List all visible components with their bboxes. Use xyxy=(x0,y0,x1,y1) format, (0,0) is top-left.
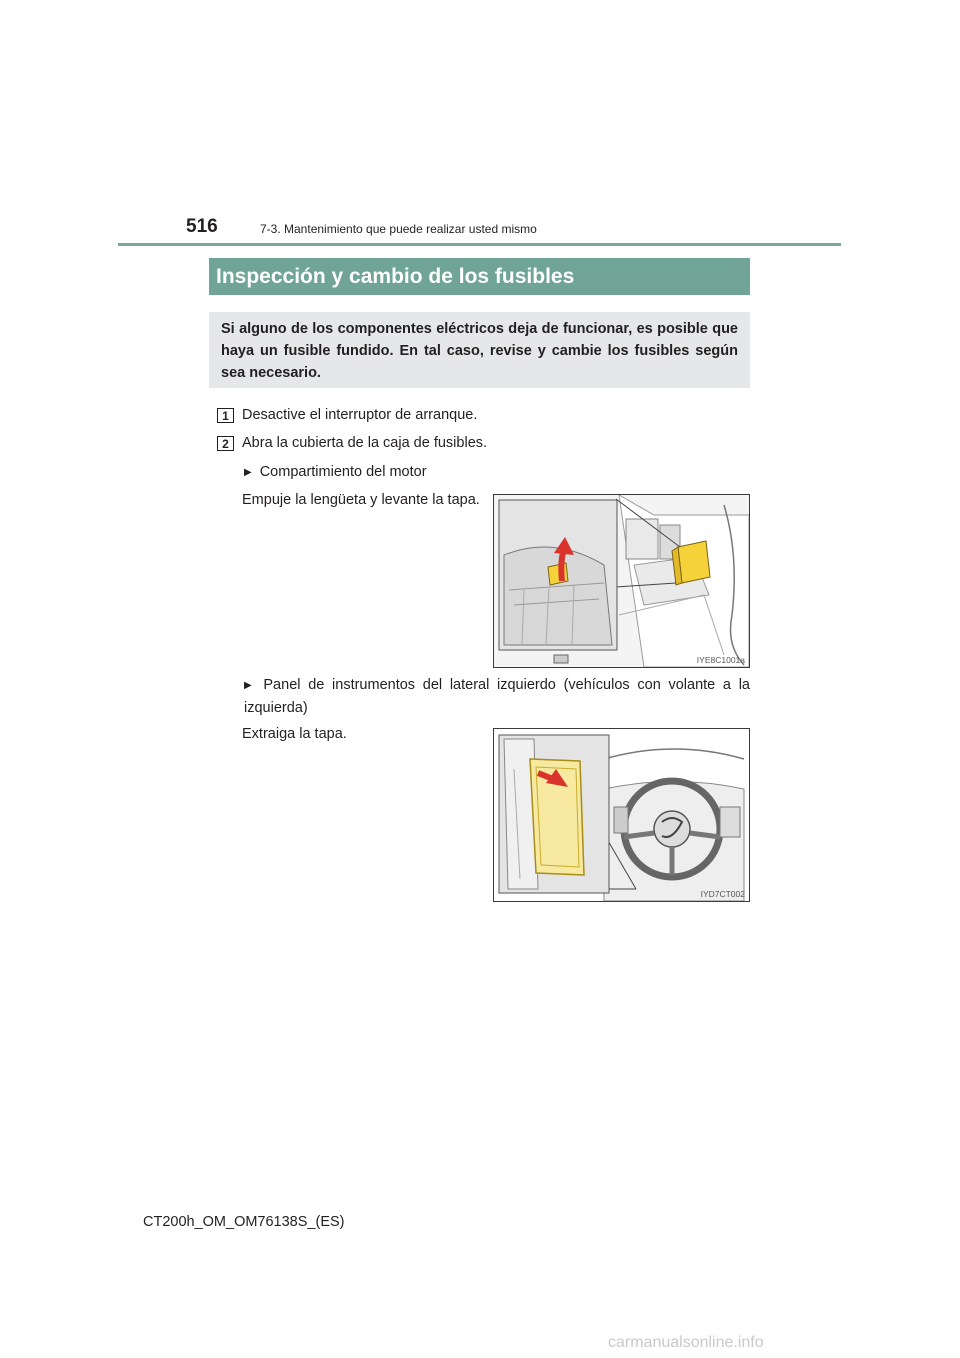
watermark: carmanualsonline.info xyxy=(608,1334,764,1351)
section-title: Inspección y cambio de los fusibles xyxy=(209,258,750,295)
footer-doc-code: CT200h_OM_OM76138S_(ES) xyxy=(143,1214,345,1230)
step-text-1: Desactive el interruptor de arranque. xyxy=(242,407,478,423)
instruction-dashboard: Extraiga la tapa. xyxy=(242,726,347,742)
step-number-1: 1 xyxy=(217,408,234,423)
step-number-2: 2 xyxy=(217,436,234,451)
header-rule xyxy=(118,243,841,246)
triangle-bullet-icon: ▶ xyxy=(244,680,256,691)
dashboard-fuse-box-figure xyxy=(493,728,750,902)
subsection-heading-text: Compartimiento del motor xyxy=(259,464,427,480)
instruction-engine: Empuje la lengüeta y levante la tapa. xyxy=(242,492,480,508)
figure-code-dashboard: IYD7CT002 xyxy=(700,889,745,899)
step-text-2: Abra la cubierta de la caja de fusibles. xyxy=(242,435,488,451)
section-path: 7-3. Mantenimiento que puede realizar usted mismo xyxy=(260,222,537,236)
subsection-heading-engine xyxy=(244,461,427,484)
engine-compartment-illustration xyxy=(494,495,749,667)
subsection-heading-text: Panel de instrumentos del lateral izquierdo (vehículos con volante a la izquierda) xyxy=(244,677,750,716)
triangle-bullet-icon: ▶ xyxy=(244,467,252,478)
figure-code-engine: IYE8C1001a xyxy=(696,655,745,665)
engine-fuse-box-figure xyxy=(493,494,750,668)
intro-text: Si alguno de los componentes eléctricos deja de funcionar, es posible que haya un fusible fundido. En tal caso, revise y cambie los fusibles según sea necesario. xyxy=(221,321,738,381)
dashboard-panel-illustration xyxy=(494,729,749,901)
page-number: 516 xyxy=(186,216,218,237)
subsection-heading-dashboard xyxy=(244,674,750,719)
intro-box xyxy=(209,312,750,388)
